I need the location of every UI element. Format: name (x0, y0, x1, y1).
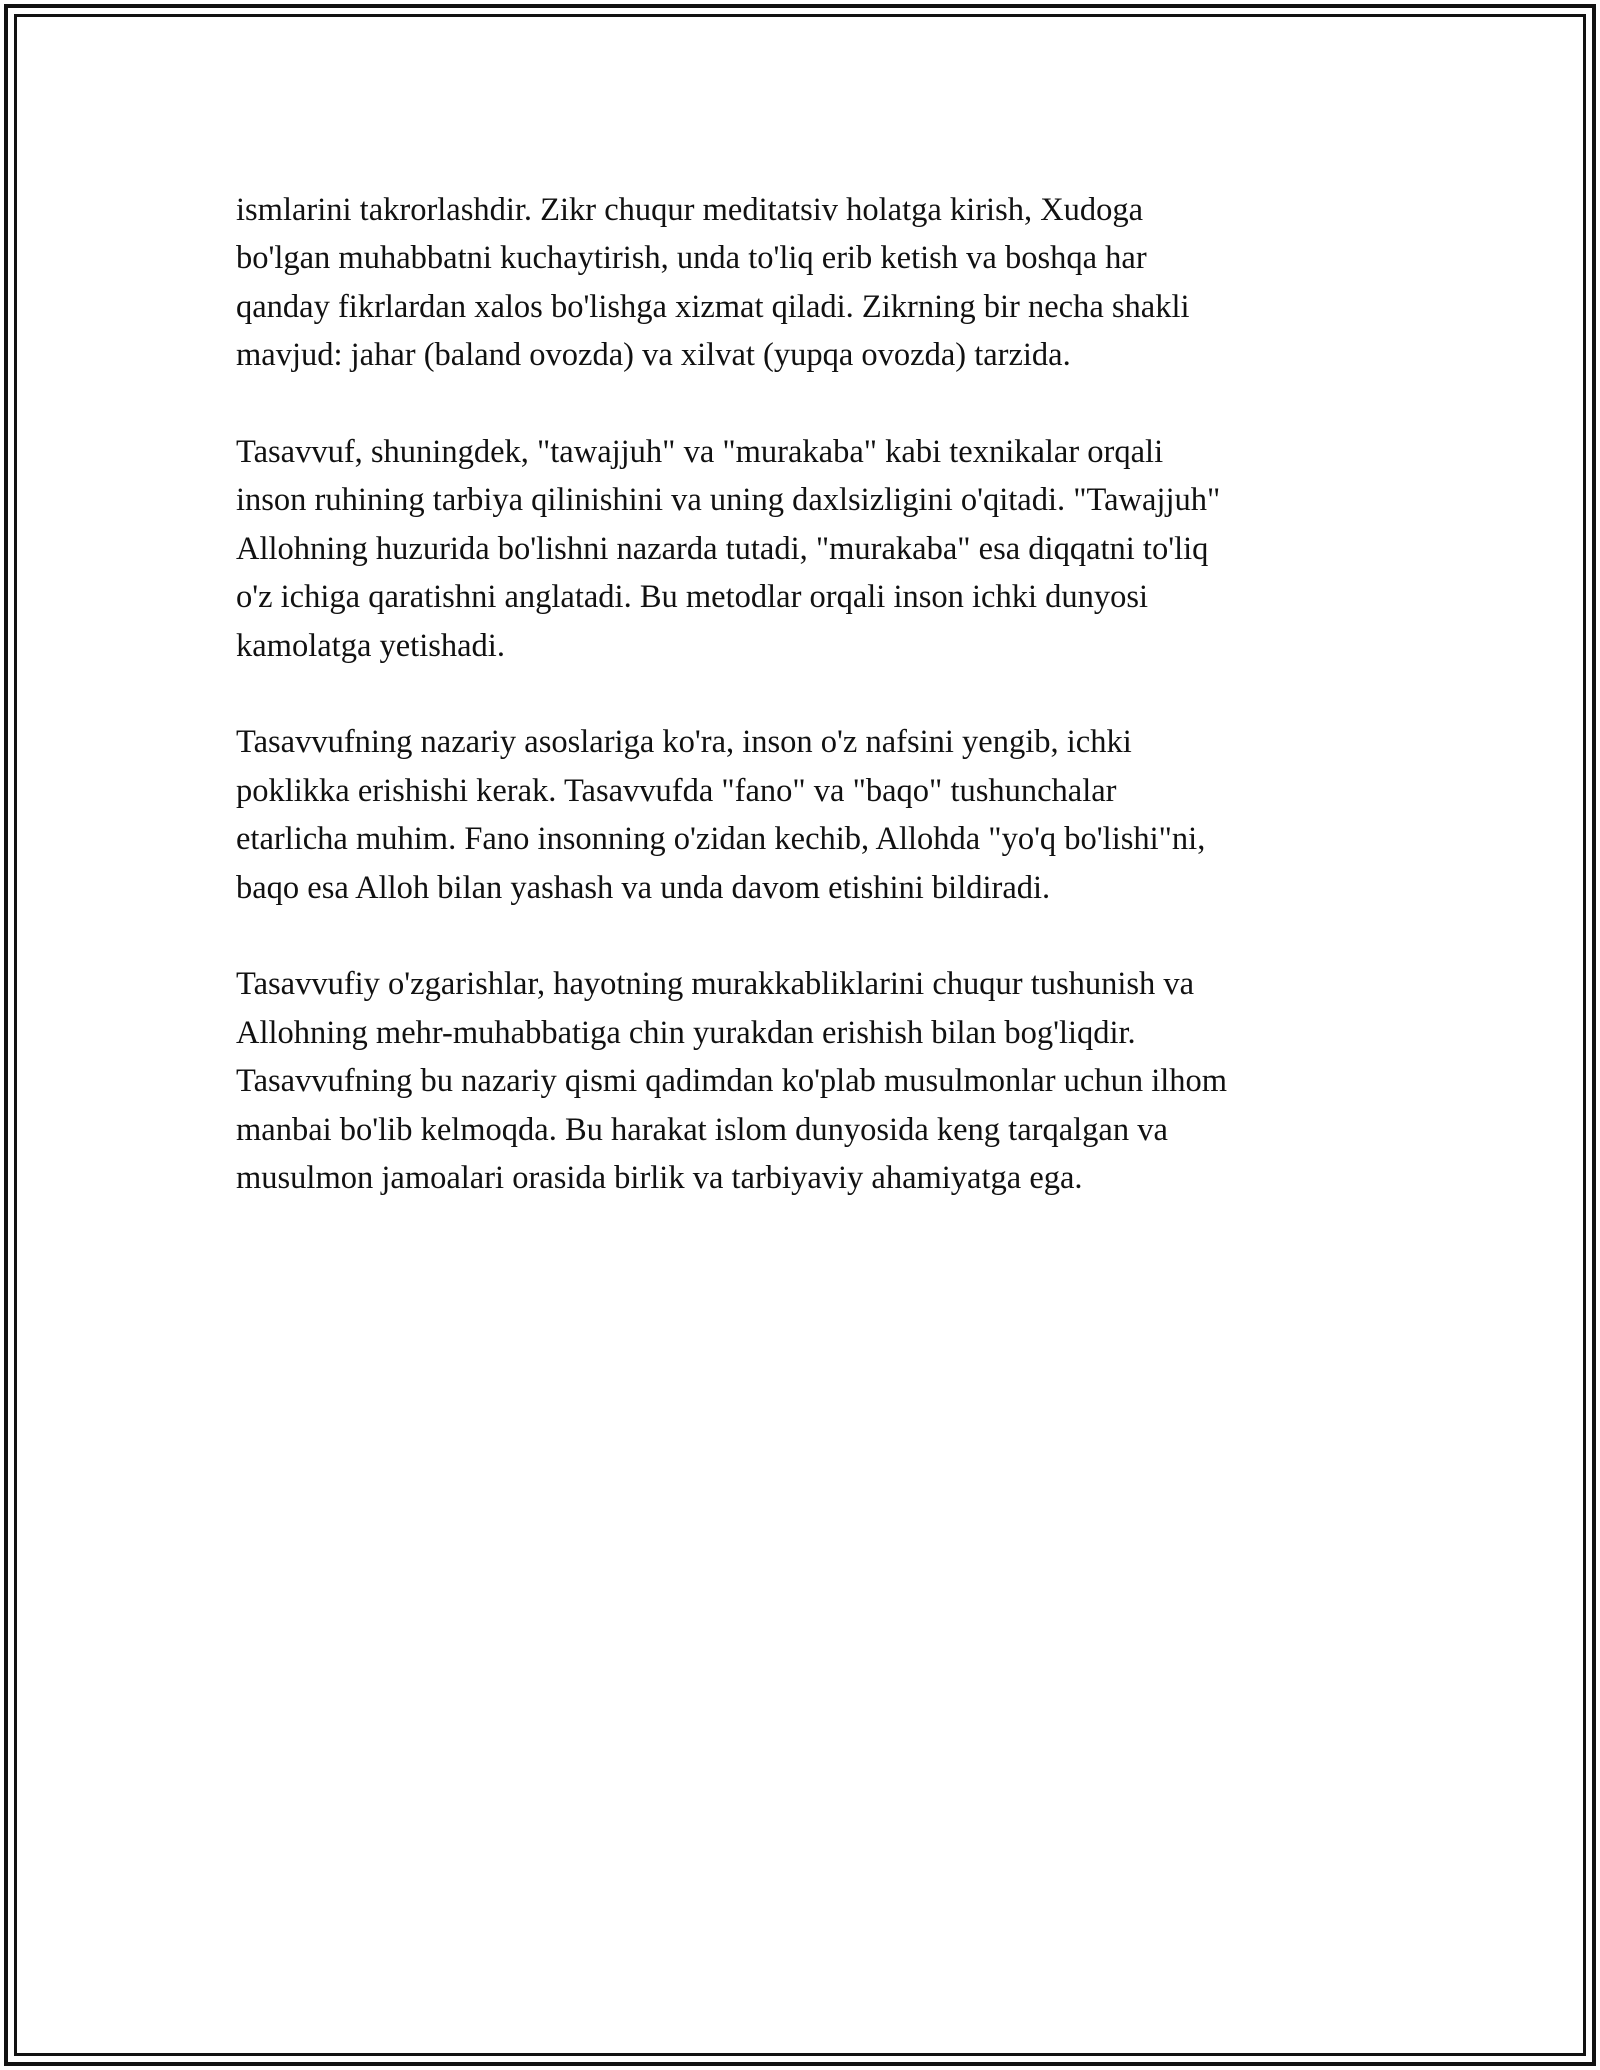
text-line: Tasavvufning bu nazariy qismi qadimdan ko'plab musulmonlar uchun ilhom (236, 1063, 1228, 1100)
paragraph-zikr (236, 186, 1366, 380)
text-line: kamolatga yetishadi. (236, 627, 505, 664)
paragraph-ozgarishlar (236, 960, 1366, 1202)
text-line: o'z ichiga qaratishni anglatadi. Bu metodlar orqali inson ichki dunyosi (236, 579, 1149, 616)
text-line: mavjud: jahar (baland ovozda) va xilvat (yupqa ovozda) tarzida. (236, 337, 1071, 374)
text-line: musulmon jamoalari orasida birlik va tarbiyaviy ahamiyatga ega. (236, 1160, 1083, 1197)
text-line: Allohning huzurida bo'lishni nazarda tutadi, "murakaba" esa diqqatni to'liq (236, 530, 1209, 567)
text-line: inson ruhining tarbiya qilinishini va uning daxlsizligini o'qitadi. "Tawajjuh" (236, 482, 1221, 519)
text-line: qanday fikrlardan xalos bo'lishga xizmat qiladi. Zikrning bir necha shakli (236, 288, 1190, 325)
text-line: Tasavvuf, shuningdek, "tawajjuh" va "murakaba" kabi texnikalar orqali (236, 434, 1164, 471)
text-line: Tasavvufiy o'zgarishlar, hayotning murakkabliklarini chuqur tushunish va (236, 966, 1195, 1003)
text-line: ismlarini takrorlashdir. Zikr chuqur meditatsiv holatga kirish, Xudoga (236, 192, 1144, 228)
text-line: Tasavvufning nazariy asoslariga ko'ra, inson o'z nafsini yengib, ichki (236, 724, 1132, 761)
text-line: baqo esa Alloh bilan yashash va unda davom etishini bildiradi. (236, 869, 1051, 906)
text-line: poklikka erishishi kerak. Tasavvufda "fano" va "baqo" tushunchalar (236, 772, 1117, 809)
text-line: etarlicha muhim. Fano insonning o'zidan kechib, Allohda "yo'q bo'lishi"ni, (236, 821, 1206, 858)
document-body (236, 186, 1366, 1251)
text-line: bo'lgan muhabbatni kuchaytirish, unda to'liq erib ketish va boshqa har (236, 240, 1147, 277)
paragraph-fano-baqo (236, 718, 1366, 912)
paragraph-tawajjuh (236, 428, 1366, 670)
text-line: Allohning mehr-muhabbatiga chin yurakdan erishish bilan bog'liqdir. (236, 1014, 1136, 1051)
text-line: manbai bo'lib kelmoqda. Bu harakat islom dunyosida keng tarqalgan va (236, 1111, 1168, 1148)
